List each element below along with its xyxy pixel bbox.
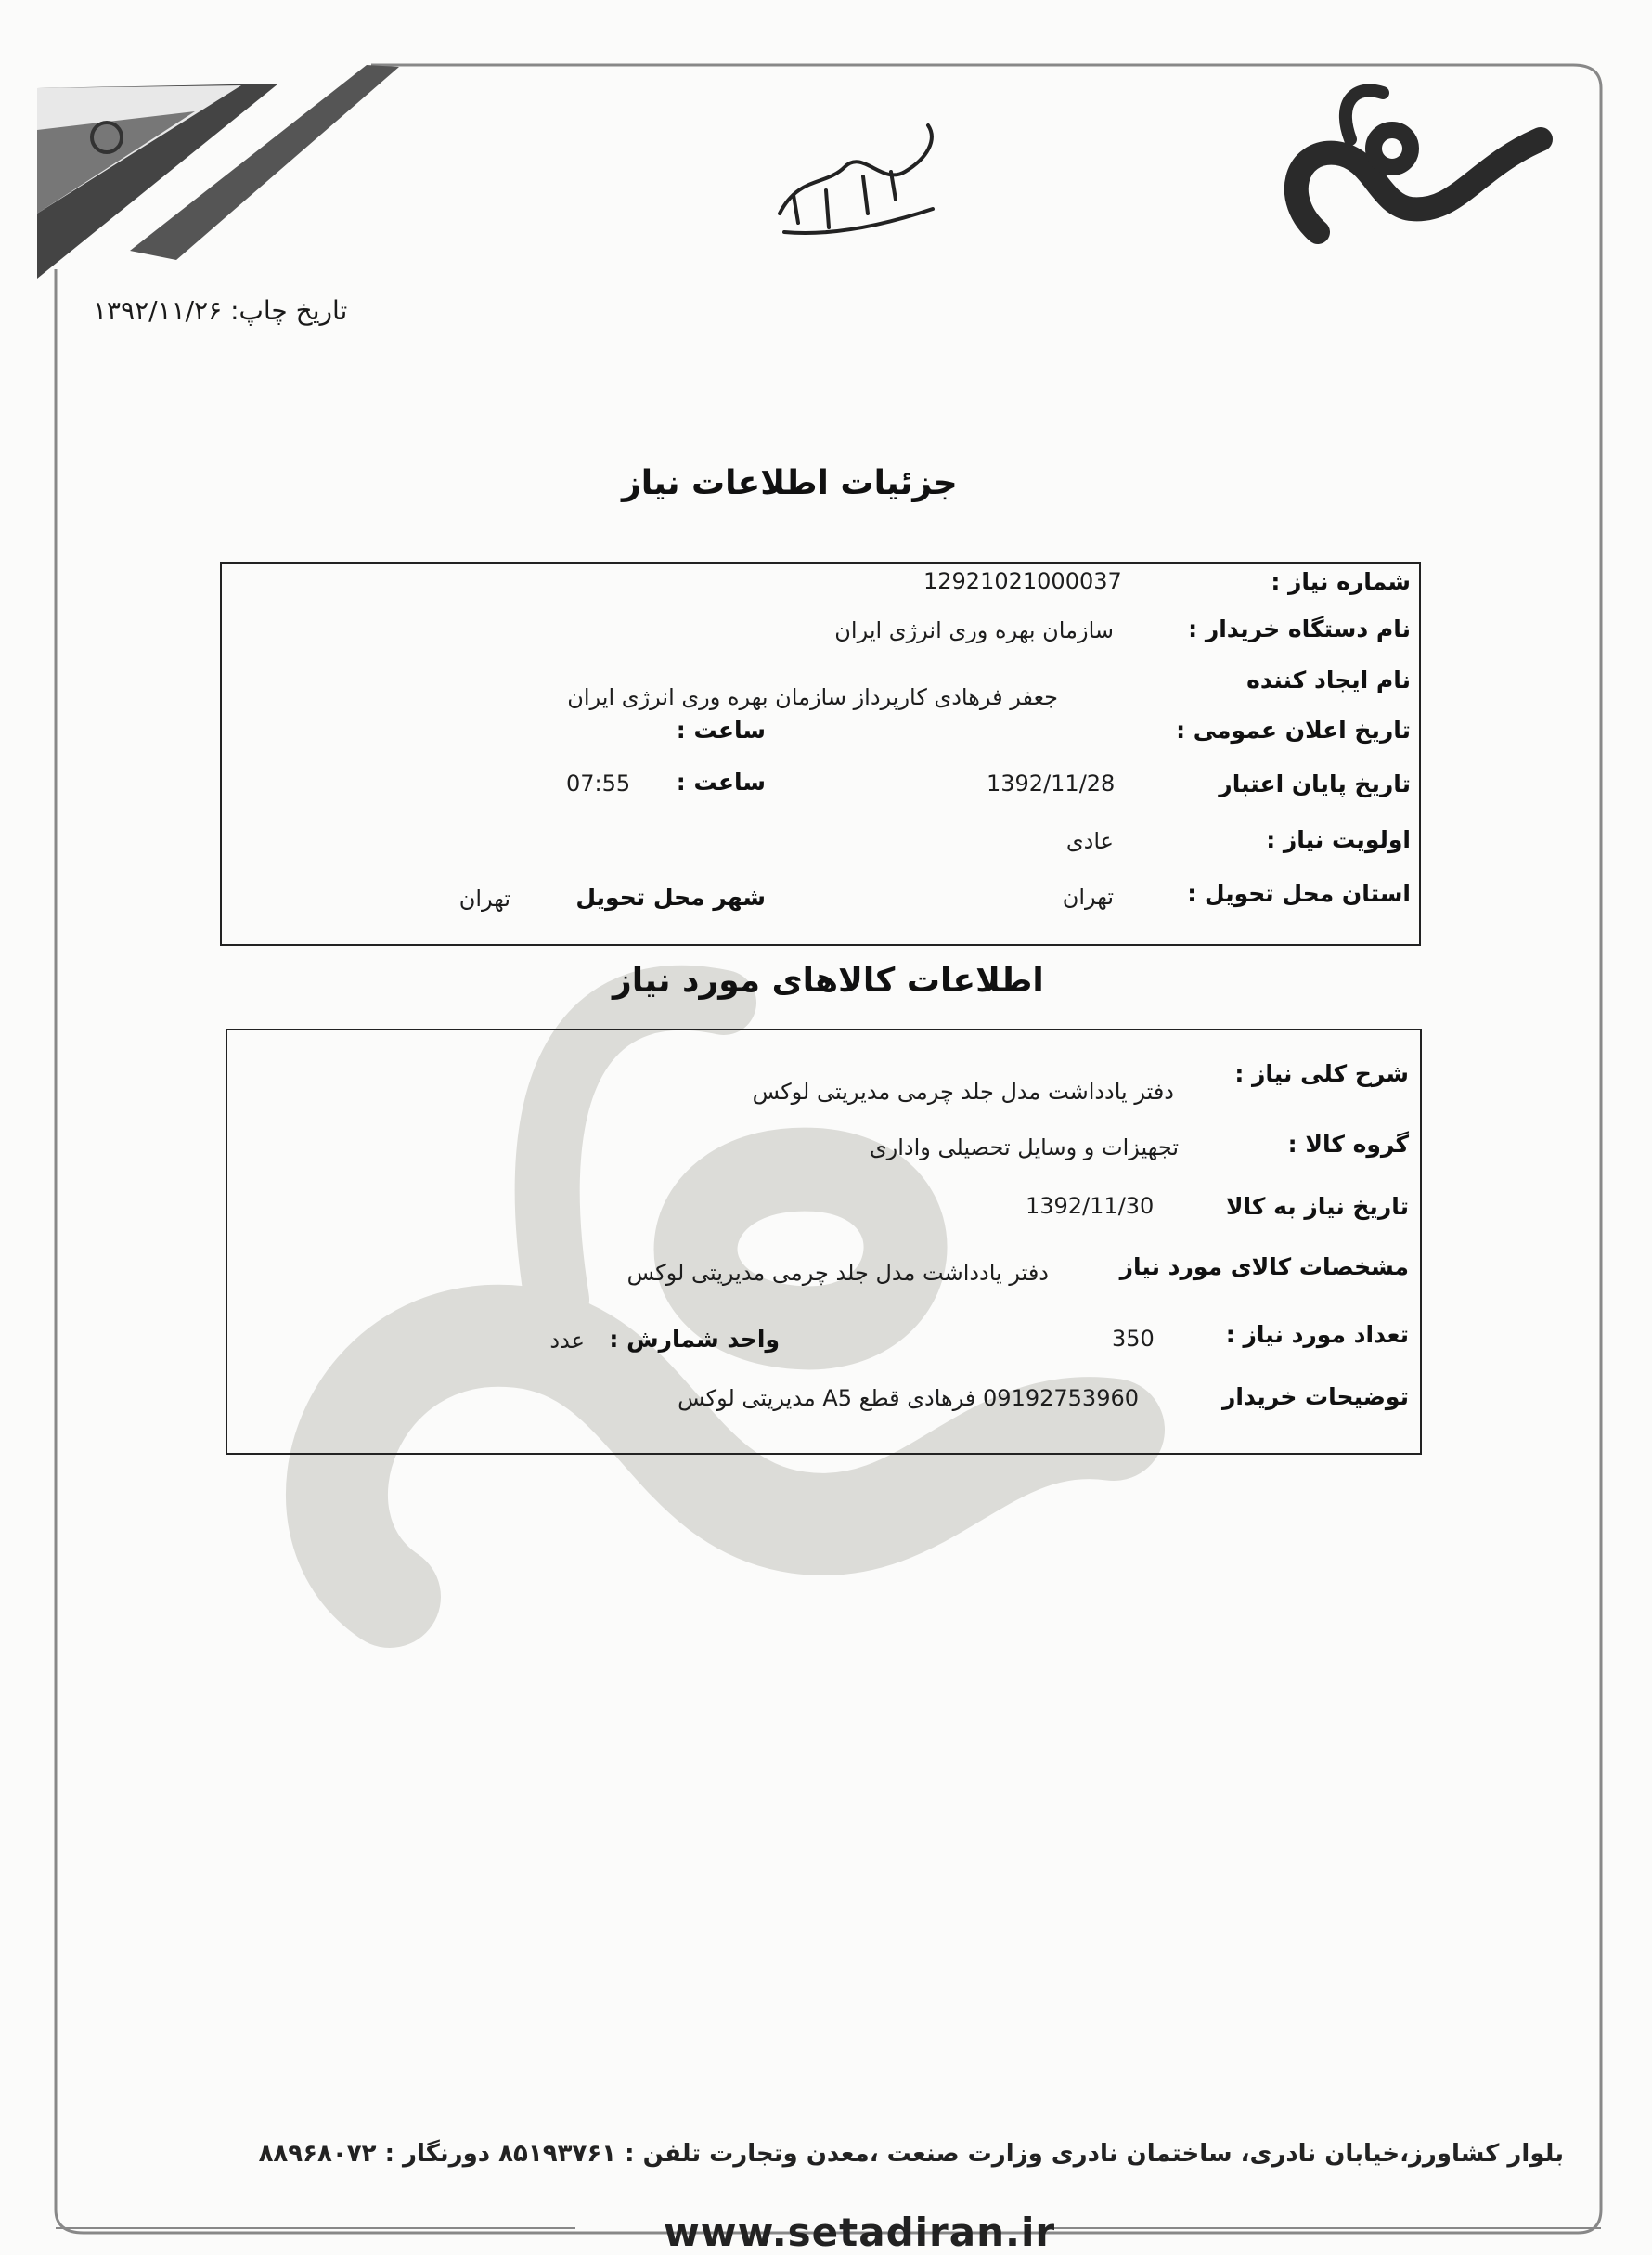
unit-label: واحد شمارش : bbox=[609, 1326, 780, 1353]
city: تهران bbox=[458, 886, 510, 912]
qty: 350 bbox=[1112, 1326, 1155, 1352]
creator-label: نام ایجاد کننده bbox=[1246, 667, 1411, 693]
qty-label: تعداد مورد نیاز : bbox=[1225, 1321, 1409, 1348]
priority: عادی bbox=[1065, 828, 1114, 854]
section2-title: اطلاعات کالاهای مورد نیاز bbox=[613, 962, 1044, 1000]
seta-logo bbox=[1297, 90, 1541, 232]
buyer-label: نام دستگاه خریدار : bbox=[1188, 616, 1411, 642]
specs: دفتر یادداشت مدل جلد چرمی مدیریتی لوکس bbox=[626, 1260, 1049, 1286]
need-number-label: شماره نیاز : bbox=[1271, 568, 1411, 595]
group: تجهیزات و وسایل تحصیلی واداری bbox=[869, 1134, 1179, 1160]
validity-time: 07:55 bbox=[566, 771, 631, 797]
notes: 09192753960 فرهادی قطع A5 مدیریتی لوکس bbox=[678, 1385, 1139, 1411]
validity-time-label: ساعت : bbox=[676, 769, 766, 796]
specs-label: مشخصات کالای مورد نیاز bbox=[1119, 1253, 1409, 1280]
validity-date: 1392/11/28 bbox=[987, 771, 1116, 797]
group-label: گروه کالا : bbox=[1287, 1131, 1409, 1158]
validity-label: تاریخ پایان اعتبار bbox=[1219, 771, 1411, 797]
need-number: 12921021000037 bbox=[923, 568, 1122, 594]
need-date: 1392/11/30 bbox=[1026, 1193, 1155, 1219]
province-label: استان محل تحویل : bbox=[1187, 880, 1411, 907]
section1-title: جزئیات اطلاعات نیاز bbox=[622, 464, 958, 502]
summary-label: شرح کلی نیاز : bbox=[1234, 1060, 1409, 1087]
footer-address: بلوار کشاورز،خیابان نادری، ساختمان نادری وزارت صنعت ،معدن وتجارت تلفن : ۸۵۱۹۳۷۶۱ دورنگار : ۸۸۹۶۸۰۷۲ bbox=[258, 2140, 1564, 2168]
priority-label: اولویت نیاز : bbox=[1266, 826, 1411, 853]
city-label: شهر محل تحویل bbox=[575, 884, 766, 911]
announce-date-label: تاریخ اعلان عمومی : bbox=[1176, 717, 1411, 744]
announce-time-label: ساعت : bbox=[676, 717, 766, 744]
unit: عدد bbox=[549, 1328, 585, 1354]
province: تهران bbox=[1062, 884, 1114, 910]
flag-stripe bbox=[37, 65, 399, 279]
buyer: سازمان بهره وری انرژی ایران bbox=[834, 617, 1114, 643]
notes-label: توضیحات خریدار bbox=[1221, 1383, 1409, 1410]
print-date: تاریخ چاپ: ۱۳۹۲/۱۱/۲۶ bbox=[93, 295, 348, 326]
summary: دفتر یادداشت مدل جلد چرمی مدیریتی لوکس bbox=[752, 1079, 1174, 1105]
creator: جعفر فرهادی کارپرداز سازمان بهره وری انرژی ایران bbox=[567, 684, 1058, 710]
need-date-label: تاریخ نیاز به کالا bbox=[1225, 1193, 1409, 1220]
website-url: www.setadiran.ir bbox=[664, 2210, 1056, 2255]
bismillah-calligraphy bbox=[780, 125, 933, 233]
